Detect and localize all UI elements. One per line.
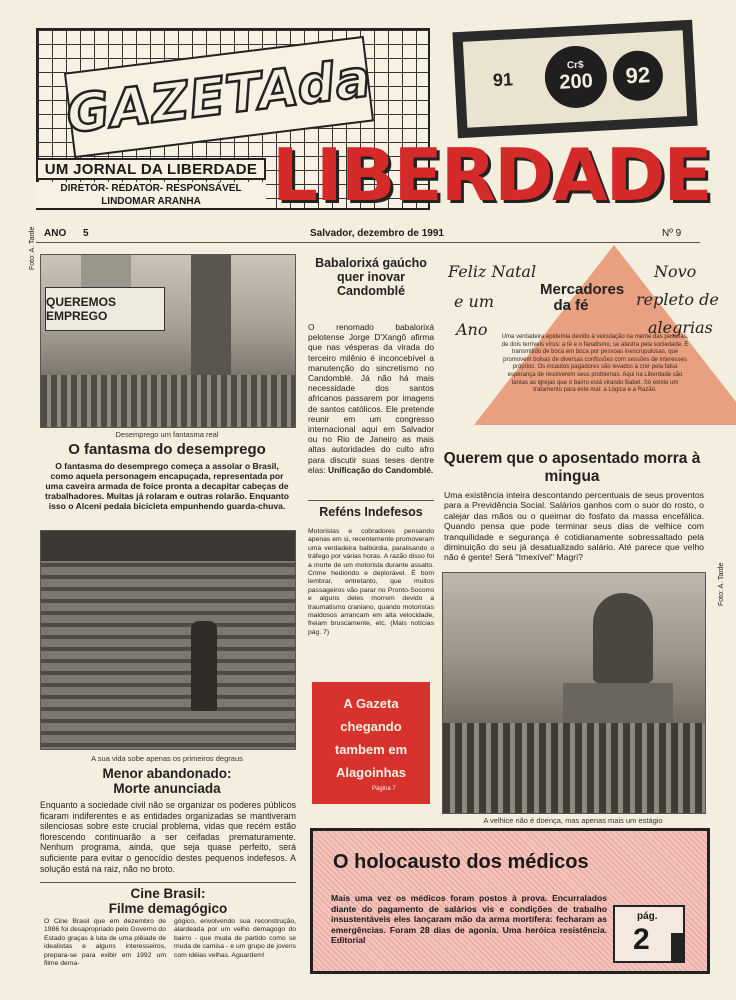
- headline-faith: Mercadores da fé: [540, 281, 625, 314]
- headline-cine-2: Filme demagógico: [108, 901, 228, 916]
- lead-unemployment: [44, 461, 290, 511]
- price-circle: [543, 44, 608, 109]
- year-right: 92: [612, 49, 665, 102]
- info-year: [44, 228, 89, 239]
- info-rule: [36, 242, 700, 243]
- doctors-page-mark: [671, 933, 683, 961]
- body-hostages: Motoristas e cobradores pensando apenas em si, recentemente promoveram uma verdadeira balbúrdia, paralisando o tráfego por várias horas. A razão disso foi a morte de um motorista durante assalto. Crime hediondo e deplorável. É bom lembrar, entretanto, que muitos passageiros vão parar no Pronto-Socorro e alguns deles morrem devido a traumatismo craniano, quando motoristas maldosos arrancam em alta velocidade, freiam bruscamente, etc. (Mais notícias pág. 7): [308, 528, 434, 636]
- greeting-r1: Novo: [654, 262, 697, 281]
- headline-unemployment: O fantasma do desemprego: [68, 441, 266, 458]
- caption-stairs: A sua vida sobe apenas os primeiros degraus: [91, 754, 243, 763]
- info-issue: Nº 9: [662, 228, 682, 239]
- promo-text: A Gazeta chegando tambem em Alagoinhas: [334, 696, 408, 780]
- cine-col2: gógico, envolvendo sua reconstrução, alardeada por um velho demagogo do bairro - que muda de partido como se muda de camisa - e um grupo de jovens com idéias velhas. Aguardem!: [174, 918, 296, 959]
- body-faith: Uma verdadeira epidemia devido à veiculação na mente das pessoas, de dois terríveis vírus: a fé e o fanatismo, se alastra pela sociedade. E transmitido de boca em boca por pessoas inescrupulosas, que promovem bolsas de diversas confissões com sessões de interesses próprios. Os incautos pagadores são levados a crer pela falsa esperança de resolverem seus problemas. Aqui na Liberdade são tantas as igrejas que o bairro está virando Babel. Só existe um tratamento para este mal: a Lógica e a Razão.: [501, 334, 689, 394]
- price-value: 200: [558, 70, 594, 94]
- caption-protest: Desemprego um fantasma real: [115, 430, 219, 439]
- body-retiree: Uma existência inteira descontando percentuais de seus proventos para a Previdência Social. Salários ganhos com o suor do rosto, o calejar das mãos ou o queimar do fosfato da massa encefálica. Quando pensa que pode terminar seus dias de velhice com tranquilidade e segurança é cotidianamente sobressaltado pela diminuição do seu já desatualizado salário. Até parece que velho não é gente! Será "Imexível" Magri?: [444, 490, 704, 563]
- year-left: 91: [492, 69, 514, 91]
- body-babalorixa-text: O renomado babalorixá pelotense Jorge D'Xangô afirma que nas vésperas da virada do terceiro milênio é inconcebível a manutenção do sincretismo no Candomblé. Já não há mais necessidade dos santos africanos passarem por imagens de santos católicos. Ele pretende reunir em um congresso internacional aqui em Salvador ou no Rio de Janeiro as mais altas autoridades do culto afro para discutir suas teses dentre elas:: [308, 322, 434, 475]
- headline-hostages: Reféns Indefesos: [319, 505, 423, 519]
- photo-child: [191, 621, 217, 711]
- photo-credit-left: Foto: A. Tarde: [29, 226, 36, 270]
- headline-minor-2: Morte anunciada: [113, 781, 221, 796]
- photo-stairs-top: [41, 531, 295, 561]
- headline-cine: [40, 886, 296, 916]
- caption-statue: A velhice não é doença, mas apenas mais um estágio: [483, 816, 663, 825]
- headline-cine-1: Cine Brasil:: [130, 886, 206, 901]
- body-babalorixa: [308, 322, 434, 475]
- rule-hostages: [308, 500, 434, 501]
- doctors-page-number: 2: [633, 923, 650, 956]
- body-doctors: Mais uma vez os médicos foram postos à prova. Encurralados diante do pagamento de salários vis e condições de trabalho insustentáveis eles lançaram mão da arma mortífera: fecharam as emergências. Foram 28 dias de agonia. Uma heróica resistência. Editorial: [331, 893, 607, 945]
- headline-retiree: Querem que o aposentado morra à mingua: [443, 450, 701, 485]
- greeting-l3: Ano: [456, 320, 488, 339]
- cine-col1: O Cine Brasil que em dezembro de 1986 foi desapropriado pelo Governo do Estado graças à luta de uma plêiade de idealistas e alguns interesseiros, prepara-se para exibir em 1992 um filme dema-: [44, 918, 166, 968]
- photo-stairs: [40, 530, 296, 750]
- masthead-director: [36, 182, 266, 208]
- body-babalorixa-end: Unificação do Candomblé.: [328, 464, 434, 475]
- photo-credit-right: Foto: A. Tarde: [718, 562, 725, 606]
- price-box: [452, 20, 697, 138]
- masthead-title-top: GAZETAda: [63, 48, 375, 146]
- rule-cine: [40, 882, 296, 883]
- headline-minor: [40, 766, 294, 796]
- promo-box: [312, 682, 430, 804]
- masthead-title-main: LIBERDADE: [272, 133, 711, 217]
- price-currency: Cr$: [566, 59, 584, 72]
- lead-unemployment-end: Enquanto isso o Alceni pedala bicicleta empunhendo guarda-chuva.: [48, 491, 290, 511]
- director-name: LINDOMAR ARANHA: [101, 196, 201, 207]
- director-role: DIRETOR- REDATOR- RESPONSÁVEL: [60, 183, 242, 194]
- body-minor: Enquanto a sociedade civil não se organizar os poderes públicos ficaram indiferentes e as entidades organizadas se mantiveram silenciosas sobre este crucial problema, vidas que recém estão florescendo continuarão a ser ceifadas prematuramente. Nenhum programa, ainda, que seja quase perfeito, será suficiente para evitar o genocídio destes pequenos indefesos. A solução está na raiz, não no broto.: [40, 800, 296, 874]
- photo-statue: [442, 572, 706, 814]
- photo-statue-base: [563, 683, 673, 723]
- photo-statue-figure: [593, 593, 653, 683]
- year-label: ANO: [44, 228, 67, 239]
- photo-crowd: [41, 375, 295, 427]
- lead-unemployment-text: O fantasma do desemprego começa a assolar o Brasil, como aquela personagem encapuçada, representada por uma caveira armada de foice pronta a decapitar cabeças de trabalhadores. Muitas já rolaram e outras rolarão.: [44, 461, 289, 501]
- greeting-l2: e um: [454, 292, 495, 311]
- info-place-date: Salvador, dezembro de 1991: [310, 228, 444, 239]
- doctors-box: [310, 828, 710, 974]
- greeting-l1: Feliz Natal: [448, 262, 537, 281]
- photo-protest: [40, 254, 296, 428]
- doctors-page-box: [613, 905, 685, 963]
- photo-statue-crowd: [443, 723, 705, 813]
- headline-minor-1: Menor abandonado:: [102, 766, 232, 781]
- protest-banner: QUEREMOS EMPREGO: [45, 287, 165, 331]
- greeting-r3: alegrias: [648, 318, 713, 337]
- headline-doctors: O holocausto dos médicos: [333, 851, 589, 873]
- greeting-r2: repleto de: [636, 290, 719, 309]
- year-value: 5: [83, 228, 89, 239]
- doctors-page-label: pág.: [637, 911, 658, 922]
- headline-babalorixa: Babalorixá gaúcho quer inovar Candomblé: [315, 256, 427, 298]
- promo-page-ref: Página 7: [372, 786, 396, 792]
- masthead-tagline: UM JORNAL DA LIBERDADE: [36, 158, 266, 180]
